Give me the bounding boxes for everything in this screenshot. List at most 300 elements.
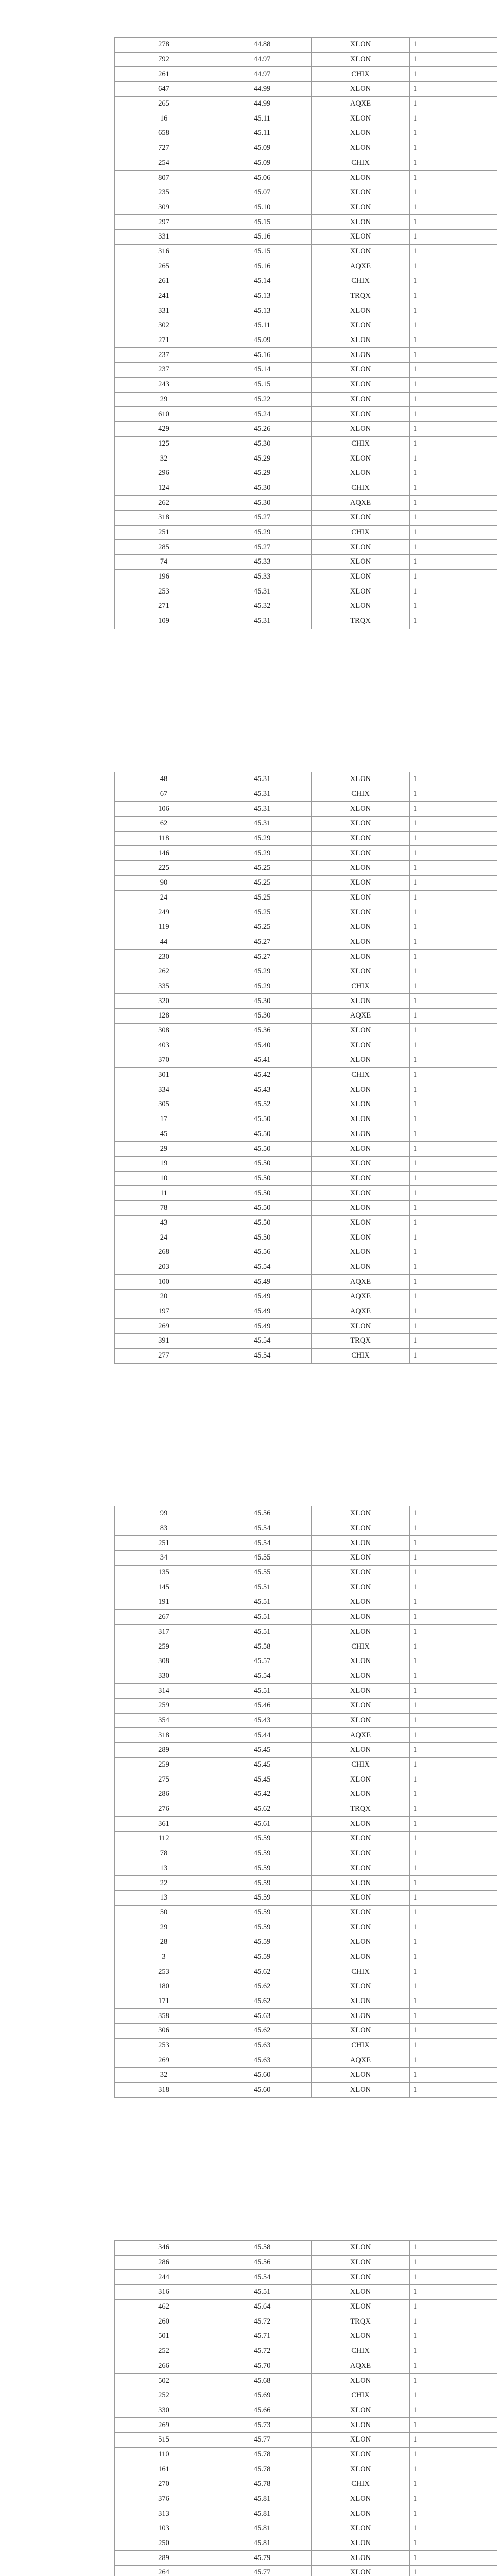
price-cell: 45.41	[213, 1053, 312, 1068]
price-cell: 45.29	[213, 466, 312, 481]
venue-cell: XLON	[312, 994, 410, 1009]
table-row	[115, 2285, 497, 2300]
table-row	[115, 2068, 497, 2083]
venue-cell: CHIX	[312, 525, 410, 540]
table-row	[115, 1639, 497, 1654]
price-cell: 45.15	[213, 244, 312, 259]
volume-cell: 289	[115, 2551, 213, 2566]
table-row	[115, 451, 497, 466]
volume-cell: 335	[115, 979, 213, 994]
venue-cell: CHIX	[312, 979, 410, 994]
extra-cell: 1	[410, 1654, 497, 1669]
price-cell: 45.07	[213, 185, 312, 200]
price-cell: 45.45	[213, 1757, 312, 1772]
extra-cell: 1	[410, 1861, 497, 1876]
table-row	[115, 96, 497, 111]
extra-cell: 1	[410, 2009, 497, 2024]
table-row	[115, 2329, 497, 2344]
table-row	[115, 1979, 497, 1994]
venue-cell: XLON	[312, 2374, 410, 2388]
price-cell: 45.30	[213, 496, 312, 511]
volume-cell: 316	[115, 244, 213, 259]
venue-cell: XLON	[312, 141, 410, 156]
price-cell: 45.81	[213, 2536, 312, 2551]
price-cell: 45.59	[213, 1890, 312, 1905]
table-row	[115, 244, 497, 259]
price-cell: 45.44	[213, 1728, 312, 1743]
extra-cell: 1	[410, 52, 497, 67]
volume-cell: 161	[115, 2462, 213, 2477]
table-row	[115, 599, 497, 614]
table-row	[115, 2082, 497, 2097]
venue-cell: XLON	[312, 1156, 410, 1171]
price-cell: 45.50	[213, 1127, 312, 1142]
table-row	[115, 67, 497, 82]
venue-cell: CHIX	[312, 481, 410, 496]
venue-cell: XLON	[312, 303, 410, 318]
price-cell: 45.11	[213, 111, 312, 126]
price-cell: 45.72	[213, 2314, 312, 2329]
extra-cell: 1	[410, 1713, 497, 1728]
venue-cell: CHIX	[312, 1964, 410, 1979]
table-row	[115, 2314, 497, 2329]
volume-cell: 235	[115, 185, 213, 200]
price-cell: 45.29	[213, 451, 312, 466]
volume-cell: 515	[115, 2432, 213, 2447]
venue-cell: XLON	[312, 1920, 410, 1935]
venue-cell: XLON	[312, 584, 410, 599]
volume-cell: 203	[115, 1260, 213, 1275]
price-cell: 45.33	[213, 569, 312, 584]
price-cell: 45.27	[213, 935, 312, 950]
price-cell: 45.78	[213, 2462, 312, 2477]
venue-cell: XLON	[312, 1536, 410, 1551]
price-cell: 45.59	[213, 1935, 312, 1950]
price-cell: 45.31	[213, 772, 312, 787]
extra-cell: 1	[410, 920, 497, 935]
venue-cell: XLON	[312, 1609, 410, 1624]
price-cell: 45.50	[213, 1156, 312, 1171]
venue-cell: AQXE	[312, 2359, 410, 2374]
price-cell: 45.15	[213, 377, 312, 392]
extra-cell: 1	[410, 333, 497, 348]
volume-cell: 334	[115, 1082, 213, 1097]
table-row	[115, 363, 497, 378]
volume-cell: 3	[115, 1950, 213, 1964]
price-cell: 45.49	[213, 1319, 312, 1334]
extra-cell: 1	[410, 1551, 497, 1566]
price-cell: 45.29	[213, 831, 312, 846]
venue-cell: XLON	[312, 846, 410, 861]
extra-cell: 1	[410, 1260, 497, 1275]
extra-cell: 1	[410, 348, 497, 363]
extra-cell: 1	[410, 1319, 497, 1334]
price-cell: 45.25	[213, 890, 312, 905]
volume-cell: 647	[115, 82, 213, 97]
volume-cell: 610	[115, 407, 213, 422]
table-row	[115, 1009, 497, 1024]
price-cell: 45.30	[213, 1009, 312, 1024]
price-cell: 45.15	[213, 215, 312, 230]
price-cell: 45.50	[213, 1171, 312, 1186]
volume-cell: 259	[115, 1757, 213, 1772]
volume-cell: 254	[115, 156, 213, 171]
extra-cell: 1	[410, 569, 497, 584]
extra-cell: 1	[410, 2536, 497, 2551]
venue-cell: XLON	[312, 2447, 410, 2462]
venue-cell: XLON	[312, 817, 410, 832]
price-cell: 45.59	[213, 1905, 312, 1920]
volume-cell: 62	[115, 817, 213, 832]
volume-cell: 502	[115, 2374, 213, 2388]
table-row	[115, 1230, 497, 1245]
extra-cell: 1	[410, 1669, 497, 1684]
volume-cell: 297	[115, 215, 213, 230]
volume-cell: 318	[115, 2082, 213, 2097]
extra-cell: 1	[410, 2329, 497, 2344]
price-cell: 45.55	[213, 1565, 312, 1580]
extra-cell: 1	[410, 1171, 497, 1186]
table-row	[115, 846, 497, 861]
volume-cell: 251	[115, 1536, 213, 1551]
table-row	[115, 2521, 497, 2536]
trade-table-page-3	[114, 1506, 497, 2098]
volume-cell: 29	[115, 1142, 213, 1157]
venue-cell: XLON	[312, 1038, 410, 1053]
extra-cell: 1	[410, 1728, 497, 1743]
volume-cell: 197	[115, 1304, 213, 1319]
table-row	[115, 817, 497, 832]
volume-cell: 269	[115, 1319, 213, 1334]
price-cell: 45.78	[213, 2477, 312, 2492]
venue-cell: XLON	[312, 802, 410, 817]
table-row	[115, 802, 497, 817]
volume-cell: 43	[115, 1215, 213, 1230]
extra-cell: 1	[410, 787, 497, 802]
price-cell: 45.25	[213, 920, 312, 935]
venue-cell: XLON	[312, 229, 410, 244]
price-cell: 45.51	[213, 2285, 312, 2300]
extra-cell: 1	[410, 2285, 497, 2300]
table-row	[115, 569, 497, 584]
table-row	[115, 481, 497, 496]
volume-cell: 306	[115, 2024, 213, 2039]
volume-cell: 124	[115, 481, 213, 496]
extra-cell: 1	[410, 1023, 497, 1038]
table-row	[115, 2038, 497, 2053]
volume-cell: 269	[115, 2418, 213, 2433]
extra-cell: 1	[410, 1876, 497, 1891]
price-cell: 45.42	[213, 1067, 312, 1082]
trade-table-page-4	[114, 2240, 497, 2576]
price-cell: 45.60	[213, 2082, 312, 2097]
extra-cell: 1	[410, 1979, 497, 1994]
table-row	[115, 525, 497, 540]
table-row	[115, 1097, 497, 1112]
table-row	[115, 2053, 497, 2068]
volume-cell: 286	[115, 1787, 213, 1802]
price-cell: 45.54	[213, 1260, 312, 1275]
volume-cell: 346	[115, 2241, 213, 2256]
volume-cell: 278	[115, 38, 213, 53]
volume-cell: 44	[115, 935, 213, 950]
extra-cell: 1	[410, 392, 497, 407]
volume-cell: 269	[115, 2053, 213, 2068]
trade-table-page-1	[114, 37, 497, 629]
price-cell: 45.50	[213, 1215, 312, 1230]
extra-cell: 1	[410, 289, 497, 303]
volume-cell: 313	[115, 2506, 213, 2521]
venue-cell: XLON	[312, 1215, 410, 1230]
venue-cell: XLON	[312, 1127, 410, 1142]
volume-cell: 237	[115, 348, 213, 363]
table-row	[115, 1290, 497, 1304]
table-row	[115, 1348, 497, 1363]
volume-cell: 261	[115, 67, 213, 82]
volume-cell: 237	[115, 363, 213, 378]
table-row	[115, 1156, 497, 1171]
volume-cell: 267	[115, 1609, 213, 1624]
volume-cell: 103	[115, 2521, 213, 2536]
extra-cell: 1	[410, 38, 497, 53]
volume-cell: 241	[115, 289, 213, 303]
extra-cell: 1	[410, 363, 497, 378]
venue-cell: XLON	[312, 38, 410, 53]
price-cell: 45.70	[213, 2359, 312, 2374]
price-cell: 45.46	[213, 1698, 312, 1713]
extra-cell: 1	[410, 229, 497, 244]
volume-cell: 501	[115, 2329, 213, 2344]
volume-cell: 100	[115, 1275, 213, 1290]
venue-cell: XLON	[312, 1142, 410, 1157]
extra-cell: 1	[410, 1609, 497, 1624]
extra-cell: 1	[410, 2344, 497, 2359]
extra-cell: 1	[410, 156, 497, 171]
table-row	[115, 2344, 497, 2359]
venue-cell: CHIX	[312, 1757, 410, 1772]
venue-cell: CHIX	[312, 2477, 410, 2492]
extra-cell: 1	[410, 451, 497, 466]
extra-cell: 1	[410, 67, 497, 82]
price-cell: 45.55	[213, 1551, 312, 1566]
volume-cell: 262	[115, 496, 213, 511]
extra-cell: 1	[410, 1215, 497, 1230]
venue-cell: CHIX	[312, 1067, 410, 1082]
table-row	[115, 436, 497, 451]
venue-cell: XLON	[312, 171, 410, 185]
venue-cell: XLON	[312, 52, 410, 67]
price-cell: 45.31	[213, 584, 312, 599]
venue-cell: XLON	[312, 950, 410, 964]
volume-cell: 276	[115, 1802, 213, 1817]
venue-cell: CHIX	[312, 156, 410, 171]
volume-cell: 462	[115, 2299, 213, 2314]
venue-cell: TRQX	[312, 614, 410, 629]
venue-cell: XLON	[312, 2329, 410, 2344]
table-row	[115, 2241, 497, 2256]
venue-cell: XLON	[312, 82, 410, 97]
venue-cell: XLON	[312, 2241, 410, 2256]
venue-cell: XLON	[312, 1905, 410, 1920]
table-row	[115, 1713, 497, 1728]
volume-cell: 19	[115, 1156, 213, 1171]
extra-cell: 1	[410, 875, 497, 890]
volume-cell: 807	[115, 171, 213, 185]
volume-cell: 171	[115, 1994, 213, 2009]
extra-cell: 1	[410, 185, 497, 200]
venue-cell: XLON	[312, 1935, 410, 1950]
venue-cell: CHIX	[312, 436, 410, 451]
extra-cell: 1	[410, 1506, 497, 1521]
price-cell: 45.54	[213, 1521, 312, 1536]
venue-cell: XLON	[312, 2432, 410, 2447]
volume-cell: 358	[115, 2009, 213, 2024]
venue-cell: XLON	[312, 831, 410, 846]
volume-cell: 275	[115, 1772, 213, 1787]
volume-cell: 271	[115, 333, 213, 348]
table-row	[115, 215, 497, 230]
price-cell: 45.68	[213, 2374, 312, 2388]
venue-cell: XLON	[312, 964, 410, 979]
volume-cell: 251	[115, 525, 213, 540]
table-row	[115, 787, 497, 802]
extra-cell: 1	[410, 979, 497, 994]
price-cell: 45.54	[213, 1334, 312, 1349]
volume-cell: 24	[115, 1230, 213, 1245]
price-cell: 44.97	[213, 67, 312, 82]
price-cell: 45.63	[213, 2038, 312, 2053]
venue-cell: XLON	[312, 1097, 410, 1112]
price-cell: 45.24	[213, 407, 312, 422]
volume-cell: 28	[115, 1935, 213, 1950]
table-row	[115, 1082, 497, 1097]
volume-cell: 196	[115, 569, 213, 584]
extra-cell: 1	[410, 1565, 497, 1580]
venue-cell: XLON	[312, 2403, 410, 2418]
volume-cell: 264	[115, 2566, 213, 2576]
venue-cell: XLON	[312, 1698, 410, 1713]
price-cell: 45.62	[213, 1994, 312, 2009]
venue-cell: XLON	[312, 540, 410, 555]
table-row	[115, 274, 497, 289]
table-row	[115, 156, 497, 171]
venue-cell: XLON	[312, 2255, 410, 2270]
extra-cell: 1	[410, 1290, 497, 1304]
price-cell: 45.51	[213, 1624, 312, 1639]
volume-cell: 118	[115, 831, 213, 846]
trade-table	[114, 2240, 497, 2576]
price-cell: 45.59	[213, 1876, 312, 1891]
price-cell: 45.14	[213, 274, 312, 289]
extra-cell: 1	[410, 2388, 497, 2403]
table-row	[115, 466, 497, 481]
volume-cell: 180	[115, 1979, 213, 1994]
volume-cell: 32	[115, 2068, 213, 2083]
price-cell: 45.49	[213, 1275, 312, 1290]
venue-cell: XLON	[312, 1624, 410, 1639]
extra-cell: 1	[410, 407, 497, 422]
price-cell: 45.22	[213, 392, 312, 407]
venue-cell: XLON	[312, 1053, 410, 1068]
price-cell: 45.27	[213, 511, 312, 526]
table-row	[115, 185, 497, 200]
price-cell: 45.09	[213, 156, 312, 171]
table-row	[115, 614, 497, 629]
price-cell: 45.78	[213, 2447, 312, 2462]
extra-cell: 1	[410, 772, 497, 787]
extra-cell: 1	[410, 905, 497, 920]
extra-cell: 1	[410, 1595, 497, 1610]
price-cell: 44.99	[213, 82, 312, 97]
extra-cell: 1	[410, 96, 497, 111]
table-row	[115, 333, 497, 348]
venue-cell: XLON	[312, 1171, 410, 1186]
volume-cell: 110	[115, 2447, 213, 2462]
extra-cell: 1	[410, 2506, 497, 2521]
price-cell: 45.56	[213, 1245, 312, 1260]
extra-cell: 1	[410, 1067, 497, 1082]
volume-cell: 74	[115, 555, 213, 570]
price-cell: 45.60	[213, 2068, 312, 2083]
table-row	[115, 964, 497, 979]
price-cell: 45.54	[213, 1348, 312, 1363]
table-row	[115, 540, 497, 555]
extra-cell: 1	[410, 890, 497, 905]
venue-cell: XLON	[312, 2462, 410, 2477]
volume-cell: 78	[115, 1200, 213, 1215]
venue-cell: AQXE	[312, 96, 410, 111]
extra-cell: 1	[410, 377, 497, 392]
volume-cell: 252	[115, 2388, 213, 2403]
extra-cell: 1	[410, 1580, 497, 1595]
price-cell: 45.58	[213, 1639, 312, 1654]
volume-cell: 309	[115, 200, 213, 215]
extra-cell: 1	[410, 126, 497, 141]
table-row	[115, 2388, 497, 2403]
volume-cell: 429	[115, 421, 213, 436]
extra-cell: 1	[410, 1230, 497, 1245]
extra-cell: 1	[410, 2299, 497, 2314]
table-row	[115, 2024, 497, 2039]
price-cell: 44.99	[213, 96, 312, 111]
extra-cell: 1	[410, 244, 497, 259]
venue-cell: CHIX	[312, 2038, 410, 2053]
extra-cell: 1	[410, 82, 497, 97]
price-cell: 45.54	[213, 1536, 312, 1551]
extra-cell: 1	[410, 2447, 497, 2462]
volume-cell: 270	[115, 2477, 213, 2492]
price-cell: 44.88	[213, 38, 312, 53]
price-cell: 45.11	[213, 318, 312, 333]
venue-cell: XLON	[312, 1846, 410, 1861]
venue-cell: XLON	[312, 451, 410, 466]
volume-cell: 34	[115, 1551, 213, 1566]
volume-cell: 320	[115, 994, 213, 1009]
price-cell: 45.09	[213, 141, 312, 156]
venue-cell: XLON	[312, 2521, 410, 2536]
volume-cell: 253	[115, 2038, 213, 2053]
venue-cell: XLON	[312, 466, 410, 481]
extra-cell: 1	[410, 2403, 497, 2418]
price-cell: 45.52	[213, 1097, 312, 1112]
table-row	[115, 935, 497, 950]
table-row	[115, 1536, 497, 1551]
table-row	[115, 1905, 497, 1920]
price-cell: 45.59	[213, 1920, 312, 1935]
volume-cell: 135	[115, 1565, 213, 1580]
extra-cell: 1	[410, 1684, 497, 1699]
table-row	[115, 511, 497, 526]
